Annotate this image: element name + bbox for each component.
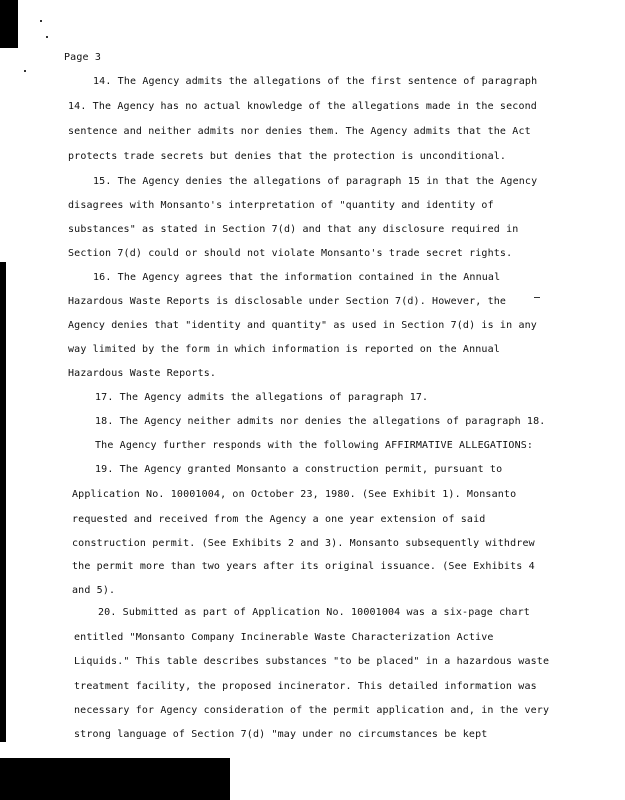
text-line: substances" as stated in Section 7(d) and that any disclosure required in [68, 224, 519, 235]
text-line: 17. The Agency admits the allegations of paragraph 17. [95, 392, 429, 403]
scan-speck [24, 70, 26, 72]
text-line: way limited by the form in which information is reported on the Annual [68, 344, 500, 355]
text-line: construction permit. (See Exhibits 2 and 3). Monsanto subsequently withdrew [72, 538, 535, 549]
scan-speck [534, 297, 540, 298]
text-line: Section 7(d) could or should not violate Monsanto's trade secret rights. [68, 248, 513, 259]
page-number: Page 3 [64, 52, 102, 63]
text-line: 18. The Agency neither admits nor denies the allegations of paragraph 18. [95, 416, 546, 427]
text-line: 16. The Agency agrees that the information contained in the Annual [93, 272, 501, 283]
text-line: necessary for Agency consideration of the permit application and, in the very [74, 705, 550, 716]
text-line: strong language of Section 7(d) "may under no circumstances be kept [74, 729, 488, 740]
text-line: sentence and neither admits nor denies them. The Agency admits that the Act [68, 126, 531, 137]
text-line: Liquids." This table describes substances "to be placed" in a hazardous waste [74, 656, 550, 667]
text-line: 14. The Agency has no actual knowledge of the allegations made in the second [68, 101, 537, 112]
text-line: Hazardous Waste Reports is disclosable under Section 7(d). However, the [68, 296, 507, 307]
text-line: 19. The Agency granted Monsanto a construction permit, pursuant to [95, 464, 503, 475]
text-line: Application No. 10001004, on October 23, 1980. (See Exhibit 1). Monsanto [72, 489, 517, 500]
text-line: 15. The Agency denies the allegations of paragraph 15 in that the Agency [93, 176, 538, 187]
text-line: treatment facility, the proposed incinerator. This detailed information was [74, 681, 537, 692]
text-line: The Agency further responds with the following AFFIRMATIVE ALLEGATIONS: [95, 440, 534, 451]
text-line: disagrees with Monsanto's interpretation of "quantity and identity of [68, 200, 494, 211]
text-line: 14. The Agency admits the allegations of the first sentence of paragraph [93, 76, 538, 87]
text-line: the permit more than two years after its original issuance. (See Exhibits 4 [72, 561, 535, 572]
scan-artifact-top [0, 0, 18, 48]
text-line: protects trade secrets but denies that the protection is unconditional. [68, 151, 507, 162]
text-line: Agency denies that "identity and quantity" as used in Section 7(d) is in any [68, 320, 537, 331]
text-line: 20. Submitted as part of Application No. 10001004 was a six-page chart [98, 607, 530, 618]
text-line: requested and received from the Agency a one year extension of said [72, 514, 486, 525]
scan-artifact-bottom [0, 758, 230, 800]
scan-speck [40, 20, 42, 22]
scan-speck [46, 36, 48, 38]
text-line: and 5). [72, 585, 116, 596]
scan-artifact-left-edge [0, 262, 6, 742]
text-line: Hazardous Waste Reports. [68, 368, 217, 379]
text-line: entitled "Monsanto Company Incinerable Waste Characterization Active [74, 632, 494, 643]
